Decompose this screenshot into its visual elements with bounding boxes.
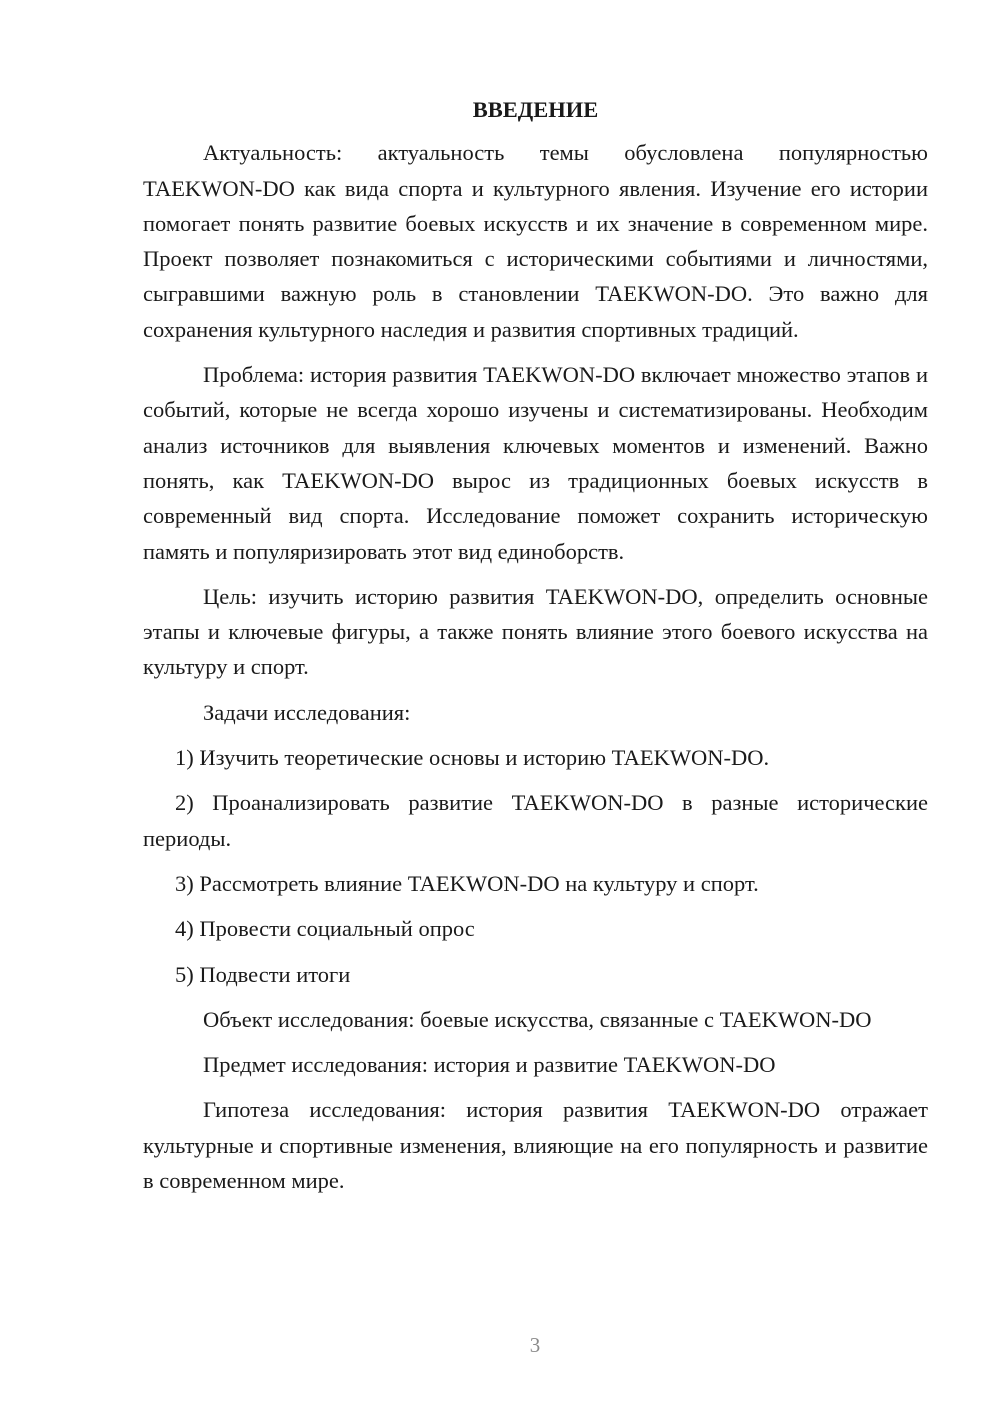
paragraph-problem: Проблема: история развития TAEKWON-DO включает множество этапов и событий, которые не всегда хорошо изучены и систематизированы. Необходим анализ источников для выявления ключевых моментов и изменений. Важно понять, как TAEKWON-DO вырос из традиционных боевых искусств в современный вид спорта. Исследование поможет сохранить историческую память и популяризировать этот вид единоборств. <box>143 362 928 564</box>
paragraph-hypothesis: Гипотеза исследования: история развития TAEKWON-DO отражает культурные и спортивные изменения, влияющие на его популярность и развитие в современном мире. <box>143 1097 928 1194</box>
paragraph-goal: Цель: изучить историю развития TAEKWON-DO, определить основные этапы и ключевые фигуры, а также понять влияние этого боевого искусства на культуру и спорт. <box>143 583 928 680</box>
document-page <box>143 92 928 1208</box>
task-item-1: 1) Изучить теоретические основы и историю TAEKWON-DO. <box>175 745 770 771</box>
task-item-4: 4) Провести социальный опрос <box>175 916 475 942</box>
document-title: ВВЕДЕНИЕ <box>472 97 599 122</box>
paragraph-relevance: Актуальность: актуальность темы обусловлена популярностью TAEKWON-DO как вида спорта и культурного явления. Изучение его истории помогает понять развитие боевых искусств и их значение в современном мире. Проект позволяет познакомиться с историческими событиями и личностями, сыгравшими важную роль в становлении TAEKWON-DO. Это важно для сохранения культурного наследия и развития спортивных традиций. <box>143 140 928 342</box>
task-item-5: 5) Подвести итоги <box>175 961 351 987</box>
task-item-2: 2) Проанализировать развитие TAEKWON-DO в разные исторические периоды. <box>143 790 928 851</box>
paragraph-object: Объект исследования: боевые искусства, связанные с TAEKWON-DO <box>203 1006 872 1032</box>
task-item-3: 3) Рассмотреть влияние TAEKWON-DO на культуру и спорт. <box>175 870 759 896</box>
page-number: 3 <box>529 1333 541 1357</box>
paragraph-tasks-heading: Задачи исследования: <box>203 699 411 725</box>
paragraph-subject: Предмет исследования: история и развитие TAEKWON-DO <box>203 1052 776 1078</box>
